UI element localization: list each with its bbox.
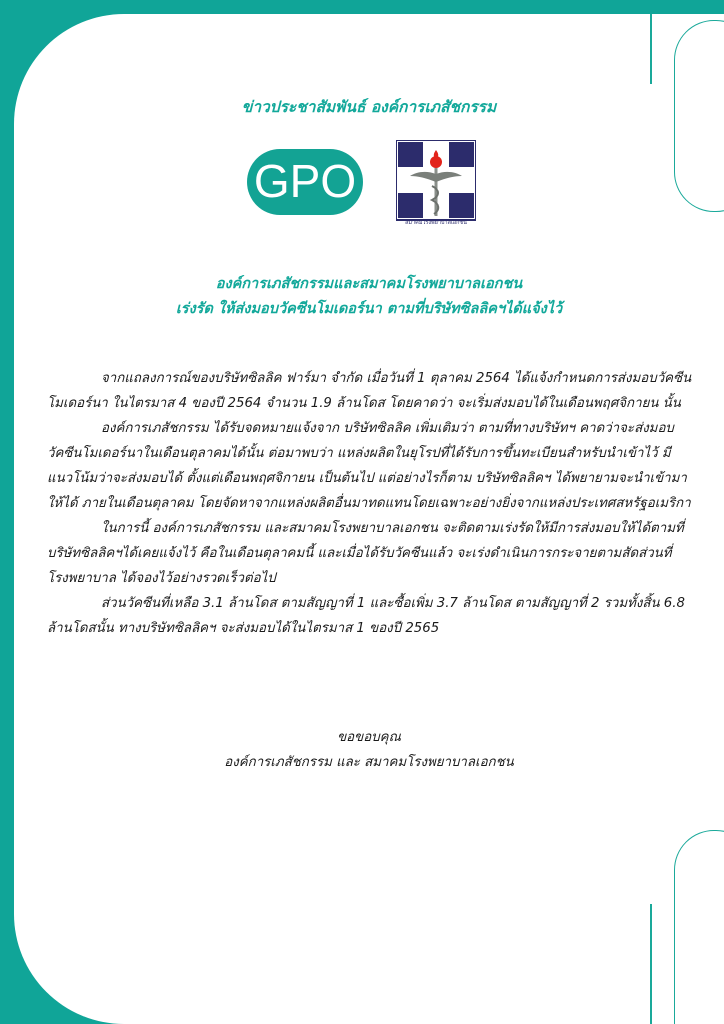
- signoff-organizations: องค์การเภสัชกรรม และ สมาคมโรงพยาบาลเอกชน: [224, 755, 514, 770]
- gpo-logo: [246, 147, 364, 217]
- body-paragraph-3: ในการนี้ องค์การเภสัชกรรม และสมาคมโรงพยาบาลเอกชน จะติดตามเร่งรัดให้มีการส่งมอบให้ได้ตามที่บริษัทซิลลิคฯได้เคยแจ้งไว้ คือในเดือนตุลาคมนี้ และเมื่อได้รับวัคซีนแล้ว จะเร่งดำเนินการกระจายตามสัดส่วนที่โรงพยาบาล ได้จองไว้อย่างรวดเร็วต่อไป: [47, 521, 684, 586]
- decorative-frame-bottom: [674, 830, 724, 1024]
- press-release-headline: ข่าวประชาสัมพันธ์ องค์การเภสัชกรรม: [241, 98, 497, 116]
- hospital-association-caption: สมาคมโรงพยาบาลเอกชน: [405, 220, 467, 226]
- document-page: [14, 14, 724, 1024]
- body-paragraph-2: องค์การเภสัชกรรม ได้รับจดหมายแจ้งจาก บริษัทซิลลิค เพิ่มเติมว่า ตามที่ทางบริษัทฯ คาดว่าจะส่งมอบ วัคซีนโมเดอร์นาในเดือนตุลาคมได้นั้น ต่อมาพบว่า แหล่งผลิตในยุโรปที่ได้รับการขึ้นทะเบียนสำหรับนำเข้าไว้ มีแนวโน้มว่าจะส่งมอบได้ ตั้งแต่เดือนพฤศจิกายน เป็นต้นไป แต่อย่างไรก็ตาม บริษัทซิลลิคฯ ได้พยายามจะนำเข้ามาให้ได้ ภายในเดือนตุลาคม โดยจัดหาจากแหล่งผลิตอื่นมาทดแทนโดยเฉพาะอย่างยิ่งจากแหล่งประเทศสหรัฐอเมริกา: [47, 421, 691, 511]
- body-paragraph-1: จากแถลงการณ์ของบริษัทซิลลิค ฟาร์มา จำกัด เมื่อวันที่ 1 ตุลาคม 2564 ได้แจ้งกำหนดการส่งมอบวัคซีนโมเดอร์นา ในไตรมาส 4 ของปี 2564 จำนวน 1.9 ล้านโดส โดยคาดว่า จะเริ่มส่งมอบได้ในเดือนพฤศจิกายน นั้น: [47, 371, 692, 411]
- gpo-logo-text: GPO: [253, 155, 357, 207]
- decorative-line-bottom: [650, 904, 652, 1024]
- decorative-line-top: [650, 14, 652, 84]
- signoff-thanks: ขอขอบคุณ: [337, 730, 401, 745]
- announcement-title-line2: เร่งรัด ให้ส่งมอบวัคซีนโมเดอร์นา ตามที่บริษัทซิลลิคฯได้แจ้งไว้: [175, 301, 563, 317]
- announcement-body: [47, 366, 692, 641]
- body-paragraph-4: ส่วนวัคซีนที่เหลือ 3.1 ล้านโดส ตามสัญญาที่ 1 และซื้อเพิ่ม 3.7 ล้านโดส ตามสัญญาที่ 2 รวมทั้งสิ้น 6.8 ล้านโดสนั้น ทางบริษัทซิลลิคฯ จะส่งมอบได้ในไตรมาส 1 ของปี 2565: [47, 596, 685, 636]
- announcement-title-line1: องค์การเภสัชกรรมและสมาคมโรงพยาบาลเอกชน: [215, 276, 523, 292]
- hospital-association-logo: [396, 140, 476, 228]
